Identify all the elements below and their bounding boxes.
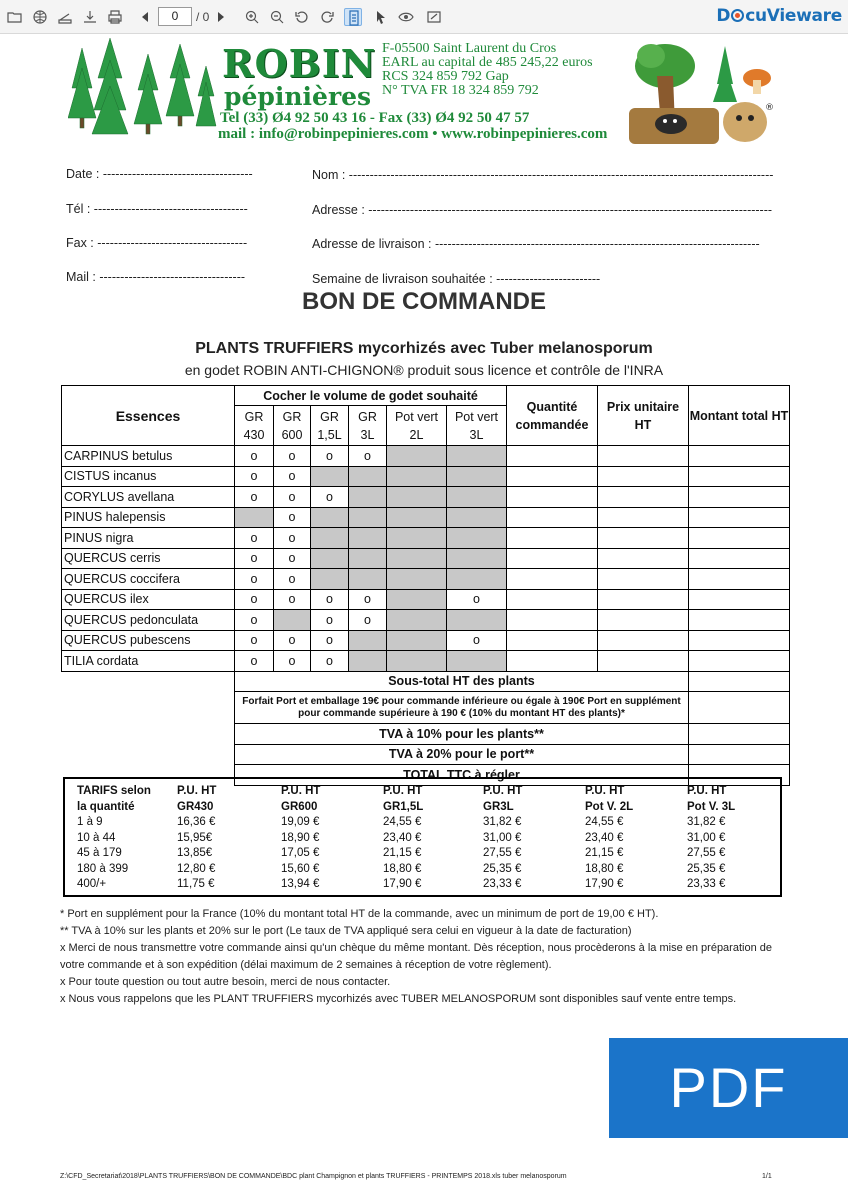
unavailable-cell <box>387 610 447 631</box>
tarif-value: 24,55 € <box>383 816 422 828</box>
order-table <box>61 385 790 786</box>
unavailable-cell <box>311 569 349 590</box>
unavailable-cell <box>311 466 349 487</box>
tva10-label: TVA à 10% pour les plants** <box>235 724 689 745</box>
logo-eye-icon <box>731 9 744 22</box>
open-folder-icon[interactable] <box>6 8 24 26</box>
unavailable-cell <box>447 446 507 467</box>
tarif-value: 15,95€ <box>177 831 213 844</box>
tarif-value: 31,00 € <box>687 831 726 844</box>
volume-group-header: Cocher le volume de godet souhaité <box>235 386 507 406</box>
unavailable-cell <box>349 569 387 590</box>
tarif-value: 12,80 € <box>177 862 216 875</box>
essence-name: PINUS halepensis <box>62 507 235 528</box>
mail-field[interactable]: Mail : ----------------------------------- <box>66 270 246 284</box>
unavailable-cell <box>387 487 447 508</box>
total-cell[interactable] <box>689 446 790 467</box>
tarif-header: P.U. HT <box>281 785 321 797</box>
unavailable-cell <box>387 651 447 672</box>
total-ttc-label: TOTAL TTC à régler <box>235 765 689 786</box>
total-cell[interactable] <box>689 528 790 549</box>
unit-price-cell[interactable] <box>598 610 689 631</box>
tarif-subheader: GR430 <box>177 800 214 813</box>
unavailable-cell <box>387 630 447 651</box>
unavailable-cell <box>387 466 447 487</box>
unit-price-cell[interactable] <box>598 507 689 528</box>
table-row <box>62 548 790 569</box>
volume-checkbox[interactable]: o <box>311 487 349 508</box>
pointer-icon[interactable] <box>372 8 390 26</box>
tarif-value: 18,90 € <box>281 831 320 844</box>
page-footer-number: 1/1 <box>762 1173 772 1180</box>
next-page-icon[interactable] <box>212 8 230 26</box>
product-subtitle-detail: en godet ROBIN ANTI-CHIGNON® produit sous licence et contrôle de l'INRA <box>184 362 664 378</box>
fax-field[interactable]: Fax : ------------------------------------ <box>66 236 248 250</box>
volume-checkbox[interactable]: o <box>447 589 507 610</box>
snapshot-icon[interactable] <box>425 8 443 26</box>
unavailable-cell <box>447 569 507 590</box>
unavailable-cell <box>311 548 349 569</box>
volume-checkbox[interactable]: o <box>349 610 387 631</box>
tarif-value: 180 à 399 <box>77 862 129 875</box>
unit-price-cell[interactable] <box>598 589 689 610</box>
unavailable-cell <box>349 528 387 549</box>
tarif-value: 23,40 € <box>383 831 422 844</box>
page-title: BON DE COMMANDE <box>302 288 546 315</box>
volume-checkbox[interactable]: o <box>311 651 349 672</box>
tarif-header: P.U. HT <box>383 785 423 797</box>
unavailable-cell <box>349 630 387 651</box>
tarif-value: 400/+ <box>77 878 107 890</box>
quantity-cell[interactable] <box>507 610 598 631</box>
unavailable-cell <box>447 651 507 672</box>
size-header-5: Pot vert 3L <box>447 406 507 446</box>
tarif-value: 31,82 € <box>687 816 726 828</box>
total-cell[interactable] <box>689 589 790 610</box>
globe-icon[interactable] <box>31 8 49 26</box>
tva20-value-cell[interactable] <box>689 744 790 765</box>
volume-checkbox[interactable]: o <box>235 589 274 610</box>
size-header-4: Pot vert 2L <box>387 406 447 446</box>
unit-price-header: Prix unitaire HT <box>598 386 689 446</box>
tarif-value: 18,80 € <box>585 862 624 875</box>
unavailable-cell <box>387 528 447 549</box>
tarif-column <box>77 784 151 893</box>
tarif-value: 17,90 € <box>585 878 624 890</box>
size-header-0: GR 430 <box>235 406 274 446</box>
company-info <box>382 42 593 98</box>
unavailable-cell <box>349 487 387 508</box>
product-subtitle: PLANTS TRUFFIERS mycorhizés avec Tuber melanosporum <box>195 340 653 357</box>
quantity-cell[interactable] <box>507 548 598 569</box>
pdf-badge: PDF <box>609 1038 848 1138</box>
total-cell[interactable] <box>689 630 790 651</box>
volume-checkbox[interactable]: o <box>274 528 311 549</box>
table-row <box>62 589 790 610</box>
total-cell[interactable] <box>689 466 790 487</box>
volume-checkbox[interactable]: o <box>235 528 274 549</box>
volume-checkbox[interactable]: o <box>274 446 311 467</box>
semaine-livraison-field[interactable]: Semaine de livraison souhaitée : ------------------------- <box>312 272 601 286</box>
table-row <box>62 507 790 528</box>
tarif-value: 45 à 179 <box>77 847 122 859</box>
tarif-value: 27,55 € <box>483 847 522 859</box>
tarif-value: 17,90 € <box>383 878 422 890</box>
quantity-cell[interactable] <box>507 630 598 651</box>
tarif-value: 27,55 € <box>687 847 726 859</box>
total-cell[interactable] <box>689 548 790 569</box>
tarif-value: 10 à 44 <box>77 831 116 844</box>
company-capital: EARL au capital de 485 245,22 euros <box>382 55 593 70</box>
tarif-value: 16,36 € <box>177 816 216 828</box>
volume-checkbox[interactable]: o <box>274 507 311 528</box>
table-row <box>62 466 790 487</box>
total-cell[interactable] <box>689 610 790 631</box>
nom-field[interactable]: Nom : ------------------------------------------------------------------------------------------------------ <box>312 168 774 182</box>
unavailable-cell <box>447 610 507 631</box>
volume-checkbox[interactable]: o <box>274 630 311 651</box>
pine-trees-logo-icon <box>68 38 218 138</box>
quantity-cell[interactable] <box>507 528 598 549</box>
unit-price-cell[interactable] <box>598 466 689 487</box>
quantity-cell[interactable] <box>507 507 598 528</box>
volume-checkbox[interactable]: o <box>311 630 349 651</box>
total-header: Montant total HT <box>689 386 790 446</box>
tarif-column <box>281 784 320 893</box>
size-header-1: GR 600 <box>274 406 311 446</box>
essence-name: CORYLUS avellana <box>62 487 235 508</box>
tarif-subheader: Pot V. 3L <box>687 800 736 813</box>
volume-checkbox[interactable]: o <box>274 466 311 487</box>
tarif-subheader: GR3L <box>483 800 514 813</box>
tarif-header: P.U. HT <box>687 785 727 797</box>
essence-name: QUERCUS pubescens <box>62 630 235 651</box>
volume-checkbox[interactable]: o <box>274 548 311 569</box>
total-cell[interactable] <box>689 651 790 672</box>
unavailable-cell <box>447 548 507 569</box>
eye-icon[interactable] <box>397 8 415 26</box>
unavailable-cell <box>274 610 311 631</box>
tva10-value-cell[interactable] <box>689 724 790 745</box>
tel-field[interactable]: Tél : ------------------------------------- <box>66 202 248 216</box>
logo-robin-text: ROBIN <box>222 41 377 86</box>
table-row <box>62 651 790 672</box>
unavailable-cell <box>349 507 387 528</box>
unavailable-cell <box>387 507 447 528</box>
quantity-cell[interactable] <box>507 589 598 610</box>
volume-checkbox[interactable]: o <box>274 487 311 508</box>
logo-pepinieres-text: pépinières <box>224 82 372 111</box>
volume-checkbox[interactable]: o <box>349 589 387 610</box>
page-total: / 0 <box>196 10 210 24</box>
tarif-column <box>585 784 633 893</box>
table-row <box>62 487 790 508</box>
unit-price-cell[interactable] <box>598 487 689 508</box>
quantity-cell[interactable] <box>507 446 598 467</box>
zoom-out-icon[interactable] <box>268 8 286 26</box>
essence-name: CARPINUS betulus <box>62 446 235 467</box>
tarif-value: 25,35 € <box>687 862 726 875</box>
print-icon[interactable] <box>106 8 124 26</box>
tarif-value: 13,85€ <box>177 847 213 859</box>
unavailable-cell <box>447 507 507 528</box>
company-tva: N° TVA FR 18 324 859 792 <box>382 83 539 98</box>
tarif-value: 25,35 € <box>483 862 522 875</box>
volume-checkbox[interactable]: o <box>274 651 311 672</box>
total-cell[interactable] <box>689 487 790 508</box>
rotate-left-icon[interactable] <box>293 8 311 26</box>
svg-text:®: ® <box>765 103 774 113</box>
tarif-header: P.U. HT <box>177 785 217 797</box>
essence-name: QUERCUS coccifera <box>62 569 235 590</box>
note-contact: x Pour toute question ou tout autre besoin, merci de nous contacter. <box>60 976 391 988</box>
total-cell[interactable] <box>689 507 790 528</box>
tarif-subheader: Pot V. 2L <box>585 800 634 813</box>
unavailable-cell <box>235 507 274 528</box>
tarif-subheader: la quantité <box>77 800 135 813</box>
subtotal-label: Sous-total HT des plants <box>235 671 689 692</box>
zoom-in-icon[interactable] <box>243 8 261 26</box>
tarif-value: 19,09 € <box>281 816 320 828</box>
quantity-cell[interactable] <box>507 487 598 508</box>
essence-name: TILIA cordata <box>62 651 235 672</box>
essence-name: QUERCUS pedonculata <box>62 610 235 631</box>
tarif-column <box>687 784 735 893</box>
tarif-value: 31,00 € <box>483 831 522 844</box>
adresse-livraison-field[interactable]: Adresse de livraison : ------------------------------------------------------------------------------ <box>312 237 760 251</box>
contact-mail-web: mail : info@robinpepinieres.com • www.robinpepinieres.com <box>218 126 608 142</box>
volume-checkbox[interactable]: o <box>274 569 311 590</box>
tarif-value: 23,40 € <box>585 831 624 844</box>
truffle-tree-mascot-icon <box>625 36 775 148</box>
unavailable-cell <box>447 487 507 508</box>
tarif-value: 21,15 € <box>383 847 422 859</box>
tarif-value: 15,60 € <box>281 862 320 875</box>
volume-checkbox[interactable]: o <box>235 610 274 631</box>
forfait-value-cell[interactable] <box>689 692 790 724</box>
unavailable-cell <box>447 528 507 549</box>
essence-name: QUERCUS cerris <box>62 548 235 569</box>
unavailable-cell <box>387 569 447 590</box>
tarif-header: P.U. HT <box>483 785 523 797</box>
tarif-value: 18,80 € <box>383 862 422 875</box>
company-rcs: RCS 324 859 792 Gap <box>382 69 509 84</box>
tarif-column <box>177 784 216 893</box>
unit-price-cell[interactable] <box>598 630 689 651</box>
unit-price-cell[interactable] <box>598 528 689 549</box>
volume-checkbox[interactable]: o <box>311 610 349 631</box>
unit-price-cell[interactable] <box>598 569 689 590</box>
essence-name: QUERCUS ilex <box>62 589 235 610</box>
table-row <box>62 528 790 549</box>
company-address: F-05500 Saint Laurent du Cros <box>382 41 557 56</box>
tarif-header: P.U. HT <box>585 785 625 797</box>
unavailable-cell <box>311 507 349 528</box>
note-order: x Merci de nous transmettre votre commande ainsi qu'un chèque du même montant. Dès réception, nous procèderons à la mise en préparation de votre commande et à son expédition (délai maximum de 2 semaines à réception de votre règlement). <box>60 942 772 971</box>
tarif-value: 24,55 € <box>585 816 624 828</box>
table-row <box>62 610 790 631</box>
volume-checkbox[interactable]: o <box>235 651 274 672</box>
size-header-2: GR 1,5L <box>311 406 349 446</box>
rotate-right-icon[interactable] <box>318 8 336 26</box>
unavailable-cell <box>447 466 507 487</box>
tarif-column <box>383 784 423 893</box>
tarif-header: TARIFS selon <box>77 785 151 797</box>
note-tva: ** TVA à 10% sur les plants et 20% sur le port (Le taux de TVA appliqué sera celui en vigueur à la date de facturation) <box>60 925 632 937</box>
total-cell[interactable] <box>689 569 790 590</box>
volume-checkbox[interactable]: o <box>235 569 274 590</box>
essences-header: Essences <box>62 386 235 446</box>
table-row <box>62 569 790 590</box>
tarifs-box <box>63 777 782 897</box>
notes <box>60 906 790 1008</box>
volume-checkbox[interactable]: o <box>274 589 311 610</box>
quantity-cell[interactable] <box>507 651 598 672</box>
scanner-icon[interactable] <box>56 8 74 26</box>
volume-checkbox[interactable]: o <box>311 589 349 610</box>
unavailable-cell <box>349 651 387 672</box>
prev-page-icon[interactable] <box>136 8 154 26</box>
volume-checkbox[interactable]: o <box>311 446 349 467</box>
essence-name: PINUS nigra <box>62 528 235 549</box>
tarif-value: 11,75 € <box>177 878 215 890</box>
tarif-value: 23,33 € <box>687 878 726 890</box>
tarif-column <box>483 784 522 893</box>
download-icon[interactable] <box>81 8 99 26</box>
tarif-value: 23,33 € <box>483 878 522 890</box>
tarif-value: 13,94 € <box>281 878 320 890</box>
tva20-label: TVA à 20% pour le port** <box>235 744 689 765</box>
essence-name: CISTUS incanus <box>62 466 235 487</box>
quantity-cell[interactable] <box>507 569 598 590</box>
tarif-subheader: GR600 <box>281 800 318 813</box>
unit-price-cell[interactable] <box>598 548 689 569</box>
page-number-input[interactable]: 0 <box>158 7 192 26</box>
table-row <box>62 446 790 467</box>
volume-checkbox[interactable]: o <box>235 487 274 508</box>
volume-checkbox[interactable]: o <box>447 630 507 651</box>
date-field[interactable]: Date : ------------------------------------ <box>66 167 253 181</box>
volume-checkbox[interactable]: o <box>235 466 274 487</box>
forfait-port-note: Forfait Port et emballage 19€ pour commande inférieure ou égale à 190€ Port en supplément pour commande supérieure à 190 € (10% du montant HT des plants)* <box>235 692 689 724</box>
volume-checkbox[interactable]: o <box>235 630 274 651</box>
unit-price-cell[interactable] <box>598 651 689 672</box>
volume-checkbox[interactable]: o <box>235 446 274 467</box>
tarif-value: 21,15 € <box>585 847 624 859</box>
unavailable-cell <box>387 589 447 610</box>
quantity-cell[interactable] <box>507 466 598 487</box>
docuvieware-logo: D cuVieware <box>716 6 842 26</box>
subtotal-value-cell[interactable] <box>689 671 790 692</box>
quantity-header: Quantité commandée <box>507 386 598 446</box>
note-port: * Port en supplément pour la France (10% du montant total HT de la commande, avec un minimum de port de 19,00 € HT). <box>60 908 659 920</box>
unavailable-cell <box>387 548 447 569</box>
unit-price-cell[interactable] <box>598 446 689 467</box>
adresse-field[interactable]: Adresse : ------------------------------------------------------------------------------------------------- <box>312 203 773 217</box>
tarif-subheader: GR1,5L <box>383 800 424 813</box>
volume-checkbox[interactable]: o <box>349 446 387 467</box>
note-availability: x Nous vous rappelons que les PLANT TRUFFIERS mycorhizés avec TUBER MELANOSPORUM sont disponibles sauf vente entre temps. <box>60 993 737 1005</box>
contact-phone-fax: Tel (33) Ø4 92 50 43 16 - Fax (33) Ø4 92 50 47 57 <box>220 110 530 126</box>
unavailable-cell <box>311 528 349 549</box>
fit-page-icon[interactable] <box>344 8 362 26</box>
unavailable-cell <box>387 446 447 467</box>
viewer-toolbar <box>0 0 848 34</box>
unavailable-cell <box>349 548 387 569</box>
table-row <box>62 630 790 651</box>
size-header-3: GR 3L <box>349 406 387 446</box>
tarif-value: 1 à 9 <box>77 816 103 828</box>
tarif-value: 31,82 € <box>483 816 522 828</box>
file-path-footer: Z:\CFD_Secretariat\2018\PLANTS TRUFFIERS\BON DE COMMANDE\BDC plant Champignon et plants TRUFFIERS - PRINTEMPS 2018.xls tuber melanosporum <box>60 1173 567 1180</box>
unavailable-cell <box>349 466 387 487</box>
tarif-value: 17,05 € <box>281 847 320 859</box>
volume-checkbox[interactable]: o <box>235 548 274 569</box>
